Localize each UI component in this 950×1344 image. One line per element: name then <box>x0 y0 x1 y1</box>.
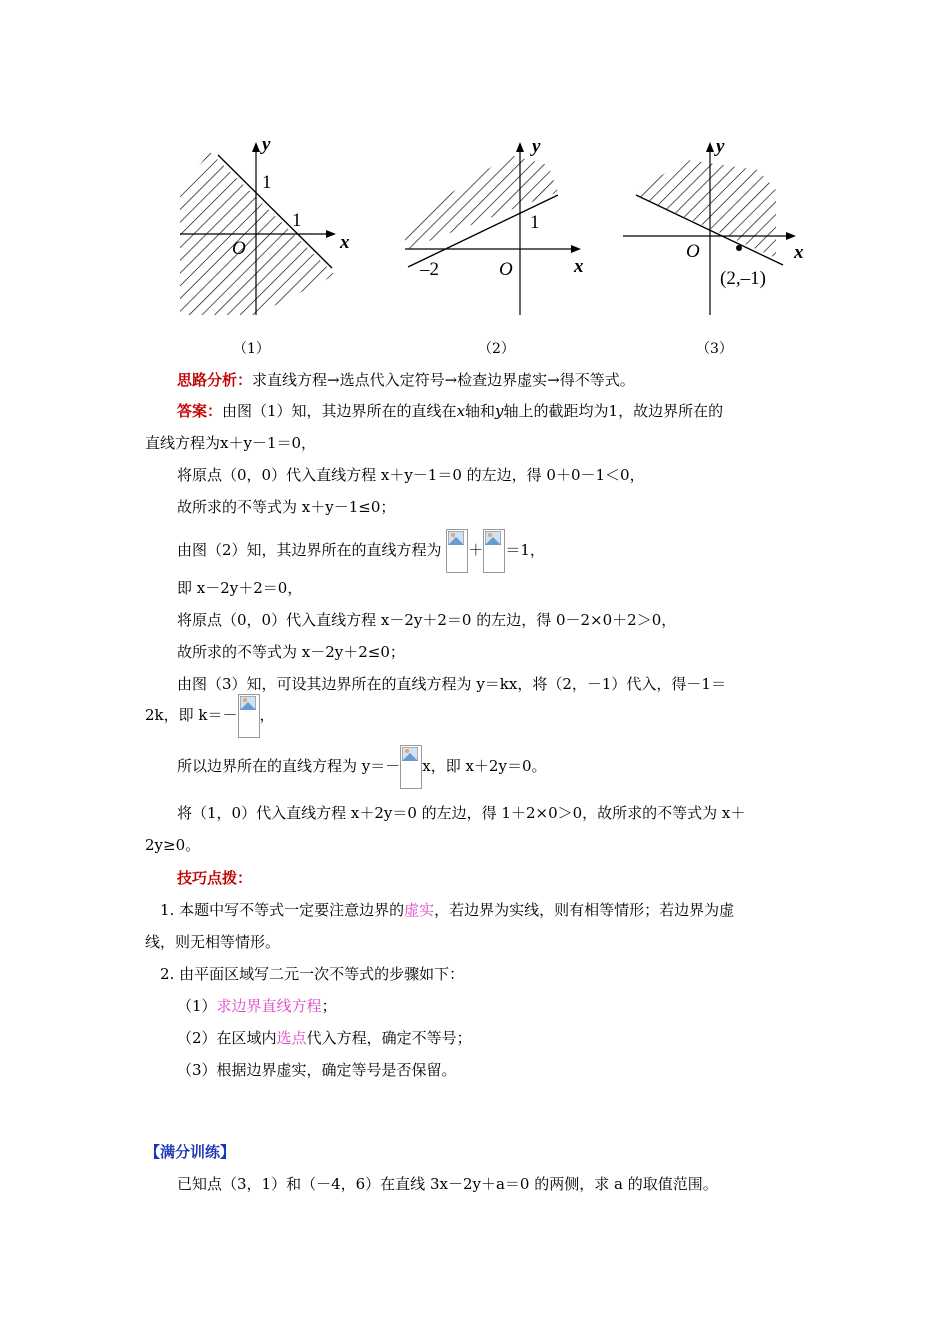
step-highlight: 求边界直线方程 <box>216 997 322 1015</box>
answer-text: 直线方程为 <box>145 434 221 452</box>
equation: x＋y－1＝0， <box>220 434 317 452</box>
analysis-text: 求直线方程→选点代入定符号→检查边界虚实→得不等式。 <box>252 371 635 389</box>
x-label: x <box>340 232 350 253</box>
point-marker <box>736 245 742 251</box>
y-intercept-label: 1 <box>262 172 272 193</box>
broken-image-icon <box>446 529 468 573</box>
x-label: x <box>794 242 804 263</box>
origin-label: O <box>232 238 246 259</box>
tip-2: 2. 由平面区域写二元一次不等式的步骤如下： <box>160 965 465 983</box>
analysis-label: 思路分析： <box>177 371 253 389</box>
answer-text: ＝1， <box>505 541 545 559</box>
answer-text: ＋ <box>468 541 484 559</box>
step-2 <box>177 1028 472 1048</box>
tip-highlight: 虚实 <box>404 901 435 919</box>
answer-text: y <box>495 402 504 420</box>
figure-1-caption: （1） <box>233 341 270 357</box>
answer-text: 由图（1）知，其边界所在的直线在 <box>222 402 457 420</box>
y-label: y <box>532 136 541 157</box>
tip-text: 1. 本题中写不等式一定要注意边界的 <box>160 901 405 919</box>
y-label: y <box>716 136 725 157</box>
step-text: （2）在区域内 <box>177 1029 277 1047</box>
x-intercept-label: 1 <box>292 210 302 231</box>
answer-line-6: 即 x－2y＋2＝0， <box>177 579 303 597</box>
answer-line-8: 故所求的不等式为 x－2y＋2≤0； <box>177 643 405 661</box>
step-text: 代入方程，确定不等号； <box>306 1029 472 1047</box>
origin-label: O <box>686 241 700 262</box>
answer-text: x <box>456 402 466 420</box>
answer-text: x，即 x＋2y＝0。 <box>422 757 547 775</box>
broken-image-icon <box>400 745 422 789</box>
answer-line-9: 由图（3）知，可设其边界所在的直线方程为 y＝kx，将（2，－1）代入，得－1＝ <box>177 675 726 693</box>
answer-line-1 <box>177 401 723 421</box>
x-label: x <box>574 256 584 277</box>
answer-line-5 <box>177 528 545 573</box>
origin-label: O <box>499 259 513 280</box>
answer-text: 所以边界所在的直线方程为 y＝－ <box>177 757 401 775</box>
answer-line-2 <box>145 433 316 453</box>
figure-1 <box>170 130 370 320</box>
answer-line-11 <box>177 744 547 789</box>
answer-line-13: 2y≥0。 <box>145 836 201 854</box>
figure-2-caption: （2） <box>478 341 515 357</box>
answer-text: 由图（2）知，其边界所在的直线方程为 <box>177 541 442 559</box>
figure-3 <box>618 130 818 320</box>
answer-text: 2k，即 k＝－ <box>145 706 238 724</box>
y-intercept-label: 1 <box>530 212 540 233</box>
figure-2 <box>400 130 600 320</box>
answer-text: 轴和 <box>465 402 496 420</box>
step-3: （3）根据边界虚实，确定等号是否保留。 <box>177 1061 457 1079</box>
x-intercept-label: –2 <box>420 259 439 280</box>
answer-line-10 <box>145 693 275 738</box>
step-text: ； <box>321 997 337 1015</box>
answer-label: 答案： <box>177 402 223 420</box>
training-label: 【满分训练】 <box>145 1143 236 1161</box>
step-1 <box>177 996 337 1016</box>
answer-line-3: 将原点（0，0）代入直线方程 x＋y－1＝0 的左边，得 0＋0－1＜0， <box>177 466 645 484</box>
answer-line-12: 将（1，0）代入直线方程 x＋2y＝0 的左边，得 1＋2×0＞0，故所求的不等式为 x＋ <box>177 804 746 822</box>
tip-1-line-1 <box>160 900 734 920</box>
point-label: (2,–1) <box>720 268 766 289</box>
training-question: 已知点（3，1）和（－4，6）在直线 3x－2y＋a＝0 的两侧，求 a 的取值范围。 <box>177 1175 718 1193</box>
answer-line-4: 故所求的不等式为 x＋y－1≤0； <box>177 498 396 516</box>
y-label: y <box>262 134 271 155</box>
tip-text: ，若边界为实线，则有相等情形；若边界为虚 <box>434 901 735 919</box>
answer-text: 轴上的截距均为1，故边界所在的 <box>503 402 724 420</box>
analysis-line <box>177 370 635 390</box>
tips-label: 技巧点拨： <box>177 869 253 887</box>
tip-1-line-2: 线，则无相等情形。 <box>145 933 281 951</box>
figure-3-caption: （3） <box>696 341 733 357</box>
step-text: （1） <box>177 997 217 1015</box>
step-highlight: 选点 <box>276 1029 307 1047</box>
answer-line-7: 将原点（0，0）代入直线方程 x－2y＋2＝0 的左边，得 0－2×0＋2＞0， <box>177 611 677 629</box>
broken-image-icon <box>483 529 505 573</box>
answer-text: ， <box>259 706 275 724</box>
broken-image-icon <box>238 694 260 738</box>
